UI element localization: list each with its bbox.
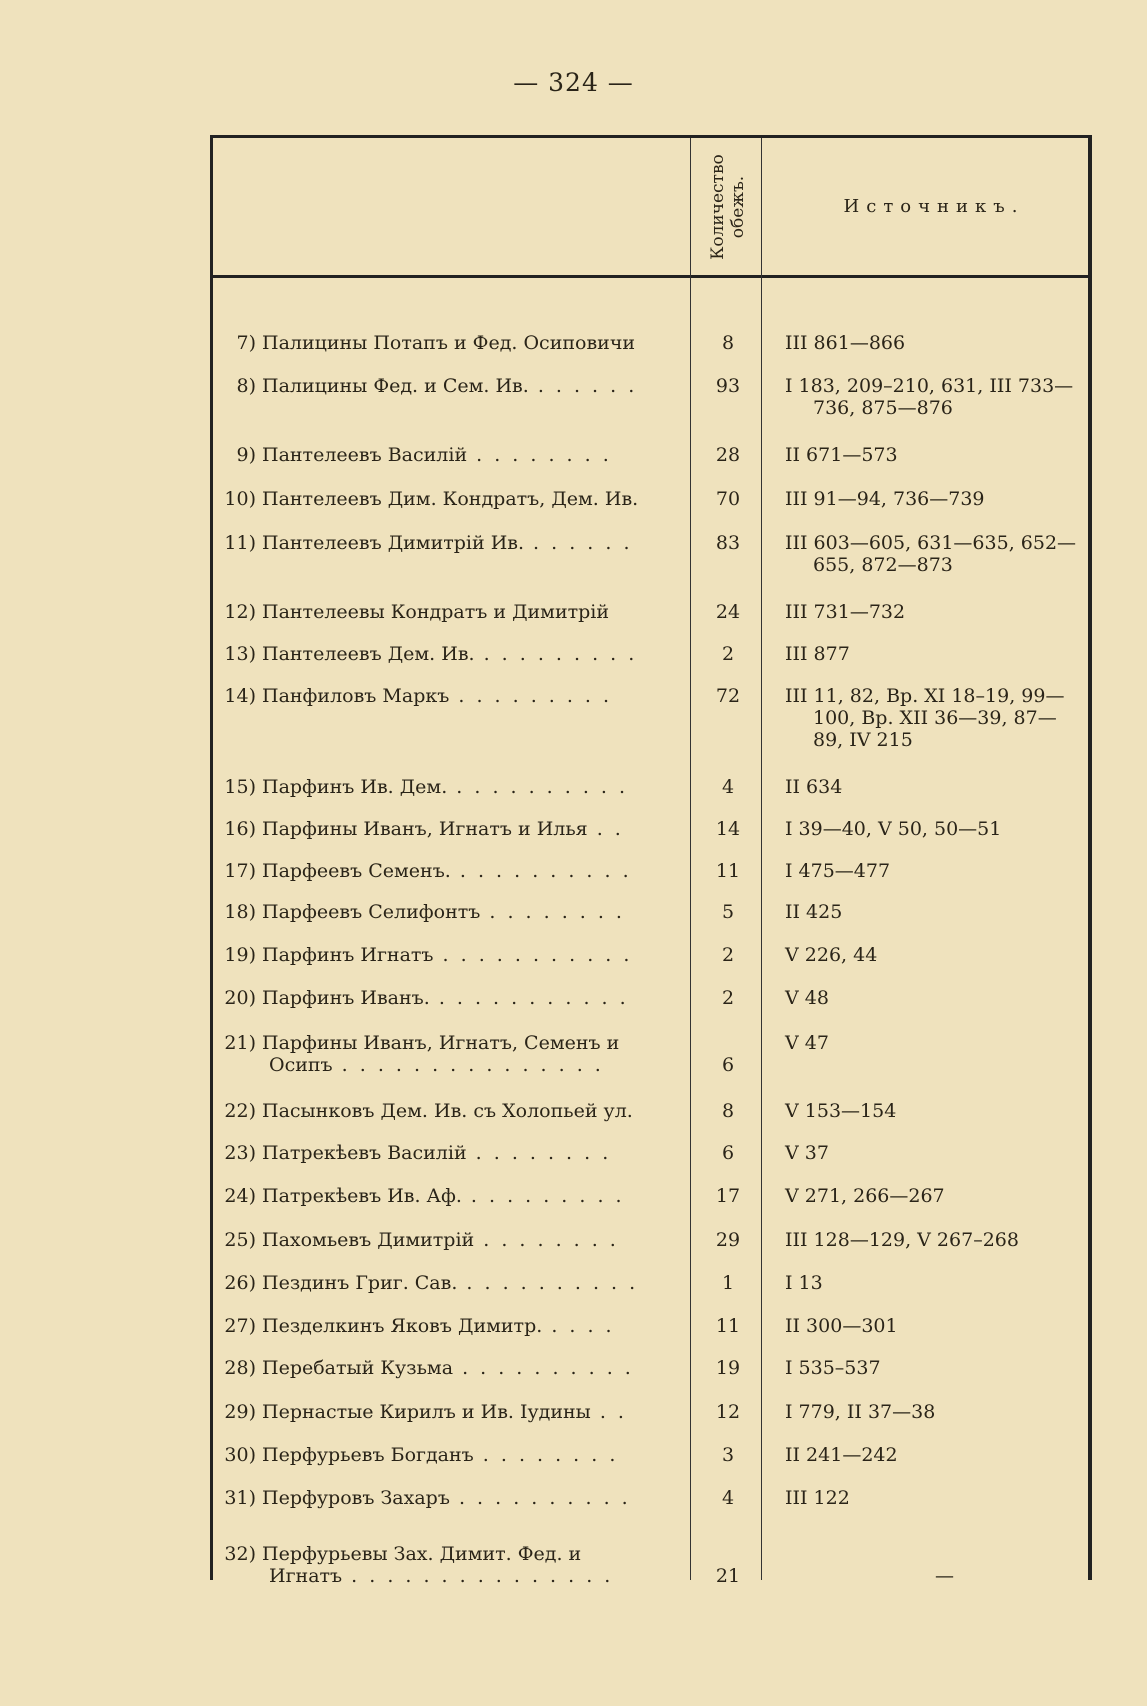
entry-source [785,488,1095,510]
entry-number: 25) [224,1229,256,1251]
entry-source [785,1272,1095,1294]
entry-name: Пантелеевъ Димитрій Ив. [262,532,525,554]
entry-source-line: III 603—605, 631—635, 652— [785,532,1077,554]
leader-dots: . . . . . . . . [474,1229,619,1251]
entry-name-cell [213,860,678,882]
entry-source-line: V 153—154 [785,1100,897,1122]
quantity-header-line1: Количество [708,154,728,260]
entry-source [785,818,1095,840]
entry-name: Парфинъ Ив. Дем. [262,776,448,798]
entry-name: Палицины Фед. и Сем. Ив. [262,375,529,397]
entry-name-cell [213,1357,678,1379]
leader-dots: . . . . . . . . . . . [433,944,633,966]
entry-source [785,1100,1095,1122]
entry-name-cell [213,776,678,798]
entry-name-continued: Осипъ [269,1054,333,1076]
page-number: — 324 — [513,68,634,97]
leader-dots: . . . . . . . . [466,1142,612,1164]
entry-source-line: III 128—129, V 267–268 [785,1229,1019,1251]
entry-name: Пантелеевъ Дем. Ив. [262,643,475,665]
entry-name-cell [213,1444,678,1466]
entry-name: Парфины Иванъ, Игнатъ и Илья [262,818,588,840]
entry-number: 21) [224,1032,256,1054]
entry-quantity: 24 [715,601,741,623]
entry-source [785,601,1095,623]
leader-dots: . . . . . . . . . . [453,1357,634,1379]
entry-source-line: I 475—477 [785,860,891,882]
entry-name: Парфинъ Игнатъ [262,944,434,966]
entry-source-line: V 47 [785,1032,829,1054]
entry-source-continued: 100, Вр. XII 36—39, 87— [813,707,1057,729]
entry-quantity: 8 [721,1100,735,1122]
entry-number: 23) [224,1142,256,1164]
register-table [210,135,1092,1587]
entry-number: 24) [224,1185,256,1207]
entry-name: Парфины Иванъ, Игнатъ, Семенъ и [262,1032,620,1054]
entry-number: 11) [224,532,256,554]
leader-dots: . . . . . . [528,375,638,397]
entry-name: Пасынковъ Дем. Ив. съ Холопьей ул. [262,1100,633,1122]
leader-dots: . . . . . . . . . . [450,860,632,882]
entry-source-line: III 11, 82, Вр. XI 18–19, 99— [785,685,1065,707]
entry-source [785,1357,1095,1379]
entry-quantity: 12 [715,1401,741,1423]
leader-dots: . . [587,818,624,840]
entry-quantity: 17 [715,1185,741,1207]
entry-number: 19) [224,944,256,966]
quantity-column-header [688,142,768,272]
entry-name-cell [213,987,678,1009]
leader-dots: . . [590,1401,627,1423]
entry-number: 12) [224,601,256,623]
entry-number: 32) [224,1543,256,1565]
entry-name-cell [213,375,678,397]
entry-source-continued: — [935,1565,954,1587]
leader-dots: . . . . . . . . [480,901,625,923]
leader-dots: . . . . . . . . [473,1444,619,1466]
entry-name: Перфуровъ Захаръ [262,1487,450,1509]
entry-quantity: 28 [715,444,741,466]
entry-quantity: 1 [721,1272,735,1294]
entry-source [785,901,1095,923]
entry-name: Пантелеевъ Дим. Кондратъ, Дем. Ив. [262,488,639,510]
entry-source [785,332,1095,354]
entry-name: Парфинъ Иванъ. [262,987,430,1009]
entry-source-continued: 89, IV 215 [813,729,913,751]
entry-source [785,1315,1095,1337]
entry-number: 7) [236,332,256,354]
header-rule [213,275,1088,278]
entry-name: Патрекѣевъ Ив. Аф. [262,1185,462,1207]
entry-name: Парфеевъ Семенъ. [262,860,451,882]
entry-number: 16) [224,818,256,840]
entry-number: 26) [224,1272,256,1294]
entry-name-cell [213,1185,678,1207]
leader-dots: . . . . . . . . [467,444,612,466]
entry-name: Перфурьевъ Богданъ [262,1444,474,1466]
leader-dots: . . . . [542,1315,615,1337]
leader-dots: . . . . . . . . . [449,685,613,707]
entry-quantity: 83 [715,532,741,554]
entry-name-cell [213,1100,678,1122]
entry-number: 8) [236,375,256,397]
entry-quantity: 21 [715,1565,741,1587]
entry-number: 30) [224,1444,256,1466]
entry-number: 17) [224,860,256,882]
entry-number: 14) [224,685,256,707]
entry-name-cell [213,818,678,840]
entry-source-line: III 861—866 [785,332,906,354]
entry-source [785,1229,1095,1251]
entry-name-continued: Игнатъ [269,1565,343,1587]
entry-name: Патрекѣевъ Василій [262,1142,467,1164]
entry-source-line: I 13 [785,1272,823,1294]
entry-name-cell [213,1401,678,1423]
entry-quantity: 14 [715,818,741,840]
entry-quantity: 19 [715,1357,741,1379]
entry-name-cell [213,601,678,623]
entry-source [785,643,1095,665]
entry-number: 27) [224,1315,256,1337]
entry-name: Перебатый Кузьма [262,1357,454,1379]
entry-name: Панфиловъ Маркъ [262,685,450,707]
entry-quantity: 2 [721,944,735,966]
entry-name-cell [213,1032,678,1076]
entry-source [785,1142,1095,1164]
entry-number: 28) [224,1357,256,1379]
entry-source [785,532,1095,576]
entry-name-cell [213,1272,678,1294]
entry-quantity: 3 [721,1444,735,1466]
entry-source-line: V 48 [785,987,829,1009]
entry-source-line: II 241—242 [785,1444,898,1466]
entry-number: 31) [224,1487,256,1509]
entry-source [785,1444,1095,1466]
entry-number: 10) [224,488,256,510]
entry-source [785,685,1095,751]
entry-source-line: III 122 [785,1487,850,1509]
entry-source-continued: 655, 872—873 [813,554,953,576]
entry-number: 13) [224,643,256,665]
entry-quantity: 29 [715,1229,741,1251]
entry-quantity: 70 [715,488,741,510]
entry-number: 22) [224,1100,256,1122]
entry-name: Перфурьевы Зах. Димит. Фед. и [262,1543,582,1565]
entry-name: Пернастые Кирилъ и Ив. Іудины [262,1401,591,1423]
entry-number: 18) [224,901,256,923]
entry-source-line: I 183, 209–210, 631, III 733— [785,375,1074,397]
entry-name-cell [213,1543,678,1587]
entry-source-line: III 91—94, 736—739 [785,488,985,510]
entry-quantity: 11 [715,1315,741,1337]
entry-quantity: 4 [721,776,735,798]
entry-source [785,1487,1095,1509]
entry-name-cell [213,944,678,966]
entry-quantity: 5 [721,901,735,923]
entry-source-line: II 425 [785,901,843,923]
entry-source-line: III 877 [785,643,850,665]
entry-source-line: I 39—40, V 50, 50—51 [785,818,1002,840]
entry-name: Пездинъ Григ. Сав. [262,1272,458,1294]
entry-source-line: I 779, II 37—38 [785,1401,936,1423]
entry-source [785,1185,1095,1207]
entry-name-cell [213,444,678,466]
entry-source-line: I 535–537 [785,1357,881,1379]
source-column-header: Источникъ. [843,196,1025,217]
entry-source [785,444,1095,466]
entry-quantity: 11 [715,860,741,882]
entry-name: Пахомьевъ Димитрій [262,1229,475,1251]
leader-dots: . . . . . . . . . [474,643,638,665]
entry-quantity: 6 [721,1054,735,1076]
entry-name-cell [213,685,678,707]
leader-dots: . . . . . . [524,532,633,554]
entry-source-line: II 671—573 [785,444,898,466]
entry-name-cell [213,1315,678,1337]
entry-quantity: 93 [715,375,741,397]
entry-source-line: V 271, 266—267 [785,1185,945,1207]
entry-name-cell [213,488,678,510]
entry-name: Пезделкинъ Яковъ Димитр. [262,1315,543,1337]
entry-name: Пантелеевъ Василій [262,444,468,466]
entry-quantity: 4 [721,1487,735,1509]
entry-name-cell [213,1142,678,1164]
leader-dots: . . . . . . . . . . . . . . . [332,1054,604,1076]
entry-source [785,987,1095,1009]
entry-name: Пантелеевы Кондратъ и Димитрій [262,601,610,623]
entry-name: Парфеевъ Селифонтъ [262,901,481,923]
leader-dots: . . . . . . . . . . [457,1272,639,1294]
entry-source-line: II 634 [785,776,843,798]
entry-quantity: 8 [721,332,735,354]
entry-source [785,776,1095,798]
entry-source-continued: 736, 875—876 [813,397,953,419]
entry-number: 20) [224,987,256,1009]
entry-quantity: 2 [721,987,735,1009]
entry-source [785,375,1095,419]
entry-source-line: V 37 [785,1142,829,1164]
entry-name-cell [213,332,678,354]
entry-source [785,860,1095,882]
entry-number: 15) [224,776,256,798]
entry-name-cell [213,1487,678,1509]
entry-source [785,1032,1095,1054]
entry-source-line: V 226, 44 [785,944,878,966]
entry-quantity: 6 [721,1142,735,1164]
entry-source [785,1543,1095,1587]
entry-name-cell [213,643,678,665]
leader-dots: . . . . . . . . . . [447,776,629,798]
entry-source [785,944,1095,966]
entry-name-cell [213,901,678,923]
leader-dots: . . . . . . . . . . [449,1487,631,1509]
leader-dots: . . . . . . . . . . . . . . . [342,1565,614,1587]
entry-source [785,1401,1095,1423]
leader-dots: . . . . . . . . . . . [429,987,629,1009]
entry-number: 9) [236,444,256,466]
quantity-header-line2: обежъ. [728,175,748,239]
entry-number: 29) [224,1401,256,1423]
entry-name-cell [213,532,678,554]
entry-quantity: 72 [715,685,741,707]
entry-quantity: 2 [721,643,735,665]
entry-source-line: II 300—301 [785,1315,898,1337]
leader-dots: . . . . . . . . . [461,1185,625,1207]
entry-name-cell [213,1229,678,1251]
entry-name: Палицины Потапъ и Фед. Осиповичи [262,332,636,354]
entry-source-line: III 731—732 [785,601,906,623]
